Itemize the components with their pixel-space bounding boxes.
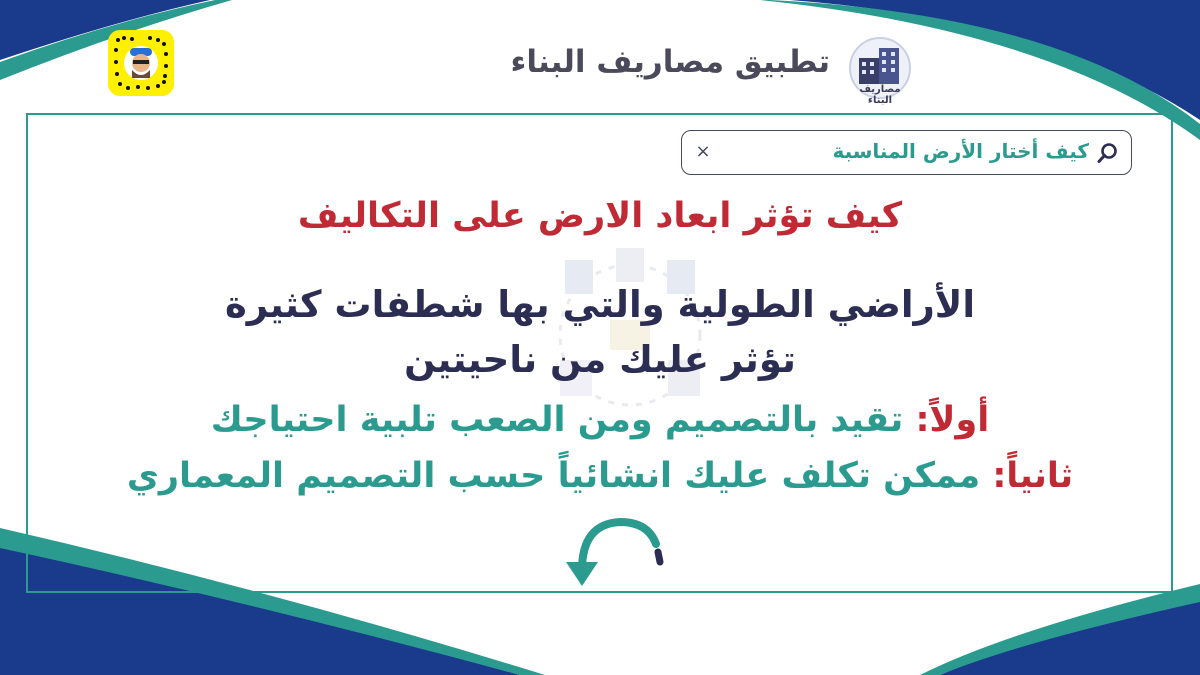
snapchat-snapcode-icon[interactable] bbox=[108, 30, 174, 96]
point-first-text: تقيد بالتصميم ومن الصعب تلبية احتياجك bbox=[210, 400, 904, 440]
main-heading: كيف تؤثر ابعاد الارض على التكاليف bbox=[297, 196, 903, 236]
point-second-prefix: ثانياً: bbox=[992, 456, 1074, 496]
search-bar[interactable] bbox=[681, 130, 1132, 175]
curved-arrow-down-icon bbox=[560, 510, 670, 595]
intro-line-2: تؤثر عليك من ناحيتين bbox=[404, 338, 796, 381]
point-second bbox=[0, 456, 1200, 496]
logo-text: مصاريف البناء bbox=[859, 84, 901, 106]
point-first-prefix: أولاً: bbox=[915, 400, 990, 440]
point-first bbox=[0, 400, 1200, 440]
snapcode-graphic bbox=[108, 30, 174, 96]
intro-line-1: الأراضي الطولية والتي بها شطفات كثيرة bbox=[224, 283, 976, 326]
search-query[interactable]: كيف أختار الأرض المناسبة bbox=[832, 139, 1089, 163]
clear-search-button[interactable]: × bbox=[695, 141, 711, 162]
search-icon[interactable] bbox=[1097, 142, 1119, 164]
point-second-text: ممكن تكلف عليك انشائياً حسب التصميم المعماري bbox=[126, 456, 981, 496]
app-title: تطبيق مصاريف البناء bbox=[510, 44, 830, 80]
